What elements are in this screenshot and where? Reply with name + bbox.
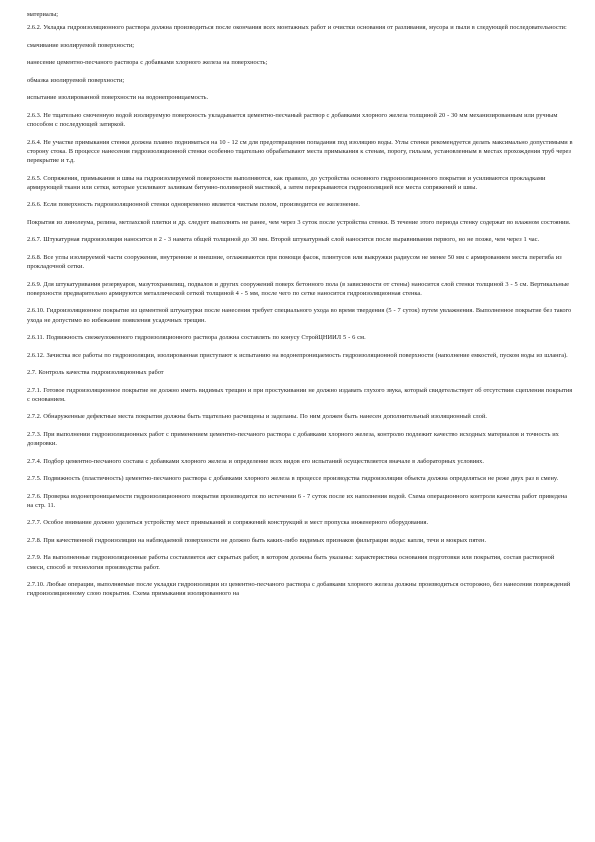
paragraph: 2.6.10. Гидроизоляционное покрытие из цементной штукатурки после нанесения требует специального ухода во время твердения (5 - 7 суток) путем увлажнения. Выполненное покрытие без такого ухода не допустимо во избежание появления усадочных трещин.	[27, 307, 572, 324]
paragraph: 2.6.8. Все углы изолируемой части сооружения, внутренние и внешние, оглаживаются при помощи фасок, плинтусов или выкружки радиусом не менее 50 мм с армированием места перегиба из прокладочной сетки.	[27, 253, 562, 271]
list-item: обмазка изолируемой поверхности;	[27, 76, 125, 84]
paragraph: 2.7.2. Обнаруженные дефектные места покрытия должны быть тщательно расчищены и заделаны. По ним должен быть нанесен дополнительный изоляционный слой.	[27, 413, 487, 421]
paragraph: 2.6.9. Для штукатуривания резервуаров, мазутохранилищ, подвалов и других сооружений поверх бетонного пола (в зависимости от стены) наносится слой стенки толщиной 3 - 5 см. Вертикальные поверхности предварительно армируются металлической сеткой толщиной 4 - 5 мм, после чего по сетке наносится гидроизоляционная стенка.	[27, 280, 569, 297]
paragraph: 2.6.5. Сопряжения, примыкания и швы на гидроизолируемой поверхности выполняются, как правило, до устройства основного гидроизоляционного покрытия и усиливаются прокладками армирующей ткани или сетки, которые усиливают заливкам битумно-полимерной мастикой, а затем перекрываются гидроизоляцией все места сопряжений и швы.	[27, 174, 546, 191]
paragraph: 2.7.7. Особое внимание должно уделяться устройству мест примыканий и сопряжений конструкций и мест пропуска инженерного оборудования.	[27, 519, 429, 527]
paragraph: 2.6.11. Подвижность свежеуложенного гидроизоляционного раствора должна составлять по конусу СтройЦНИИЛ 5 - 6 см.	[27, 334, 366, 342]
paragraph: 2.7.10. Любые операции, выполняемые после укладки гидроизоляции из цементно-песчаного раствора с добавками хлорного железа должны производиться осторожно, без нанесения повреждений гидроизоляционному слою покрытия. Схема примыкания изолированного на	[27, 581, 571, 598]
paragraph: 2.6.12. Зачистка все работы по гидроизоляции, изолированная приступают к испытанию на водонепроницаемость гидроизоляционной поверхности (наполнение емкостей, пуском воды из шланга).	[27, 351, 568, 359]
paragraph: 2.7.9. На выполненные гидроизоляционные работы составляется акт скрытых работ, в котором должны быть указаны: характеристика основания подготовки или покрытия, состав растворной смеси, способ и технология производства работ.	[27, 554, 555, 571]
list-item: смачивание изолируемой поверхности;	[27, 41, 135, 49]
paragraph: 2.7.6. Проверка водонепроницаемости гидроизоляционного покрытия производится по истечении 6 - 7 суток после их наполнения водой. Схема операционного контроля качества работ приведена на стр. 11.	[27, 492, 568, 509]
paragraph: 2.7.1. Готовое гидроизоляционное покрытие не должно иметь видимых трещин и при простукивании не должно издавать глухого звука, который свидетельствует об отсутствии сцепления покрытия с основанием.	[27, 386, 573, 403]
paragraph: 2.7.8. При качественной гидроизоляции на наблюдаемой поверхности не должно быть каких-либо видимых признаков фильтрации воды: капли, течи и мокрых пятен.	[27, 536, 487, 544]
paragraph: 2.7.4. Подбор цементно-песчаного состава с добавками хлорного железа и определение всех видов его испытаний осуществляется вначале в лабораторных условиях.	[27, 457, 484, 465]
paragraph: 2.6.3. Не тщательно смоченную водой изолируемую поверхность укладывается цементно-песчаный раствор с добавками хлорного железа толщиной 20 - 30 мм механизированным или ручным способом с последующей затиркой.	[27, 111, 558, 129]
paragraph: 2.6.7. Штукатурная гидроизоляция наносится в 2 - 3 намета общей толщиной до 30 мм. Второй штукатурный слой наносится после выравнивания первого, но не позже, чем через 1 час.	[27, 236, 540, 244]
section-heading: 2.7. Контроль качества гидроизоляционных работ	[27, 369, 164, 377]
paragraph: 2.7.5. Подвижность (пластичность) цементно-песчаного раствора с добавками хлорного железа в процессе производства гидроизоляции объекта должна определяться не реже двух раз в смену.	[27, 475, 559, 483]
paragraph: 2.6.4. Не участке примыкания стенки должна плавно подниматься на 10 - 12 см для предотвращения попадания под изоляцию воды. Углы стенки рекомендуется делать максимально допустимыми в сторону стока. В процессе нанесения гидроизоляционной стенки особенно тщательно обрабатывают места примыкания к стенам, порогу, гильзам, установленным в местах прохождения труб через перекрытие и т.д.	[27, 138, 573, 165]
paragraph: Покрытия из линолеума, релина, метлахской плитки и др. следует выполнять не ранее, чем через 3 суток после устройства стенки. В течение этого периода стенку содержат во влажном состоянии.	[27, 218, 571, 226]
paragraph: 2.6.2. Укладка гидроизоляционного раствора должна производиться после окончания всех монтажных работ и очистки основания от разливания, мусора и пыли в следующей последовательности:	[27, 24, 567, 32]
paragraph: 2.7.3. При выполнении гидроизоляционных работ с применением цементно-песчаного раствора с добавками хлорного железа, контролю подлежит качество исходных материалов и точность их дозировки.	[27, 430, 559, 448]
list-item: нанесение цементно-песчаного раствора с добавками хлорного железа на поверхность;	[27, 59, 268, 67]
paragraph: материалы;	[27, 11, 59, 18]
list-item: испытание изолированной поверхности на водонепроницаемость.	[27, 94, 209, 102]
paragraph: 2.6.6. Если поверхность гидроизоляционной стенки одновременно является чистым полом, производится ее железнение.	[27, 201, 360, 209]
